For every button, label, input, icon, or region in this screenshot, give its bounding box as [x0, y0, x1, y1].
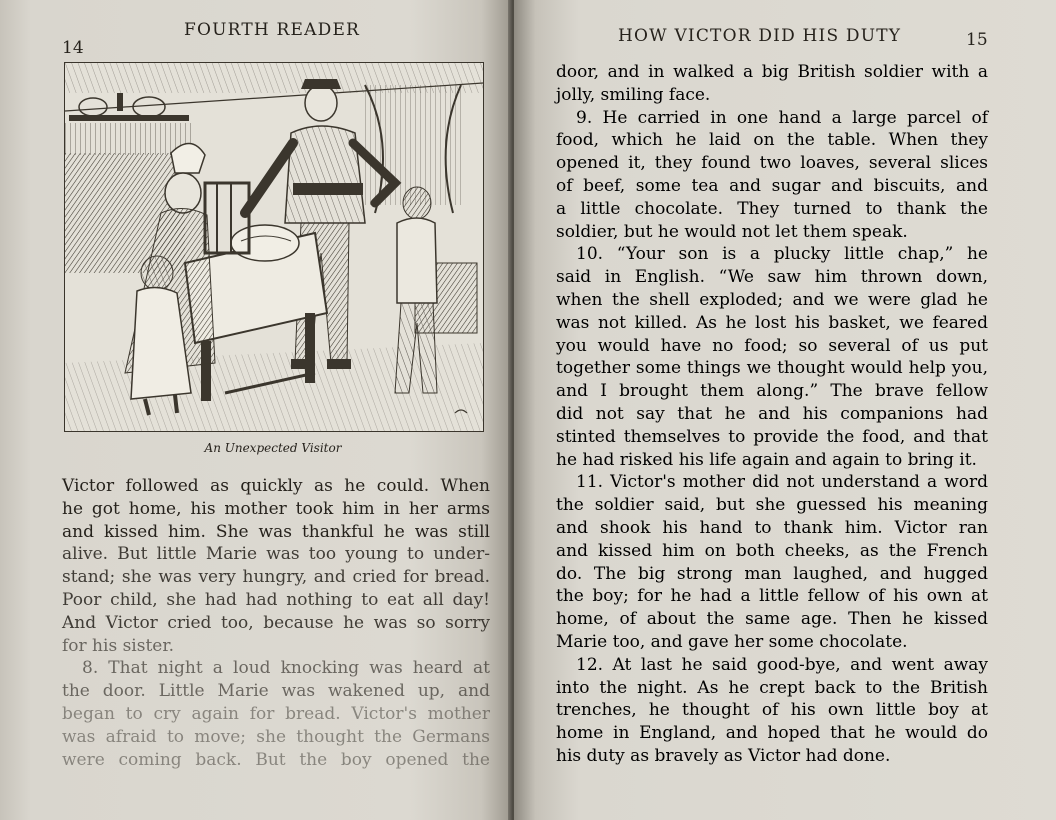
- body-line: 12. At last he said good-bye, and went away: [576, 654, 988, 675]
- body-line: and kissed him. She was thankful he was still: [62, 521, 490, 542]
- body-line: the soldier said, but she guessed his meaning: [556, 495, 988, 516]
- body-line: door, and in walked a big British soldier with a: [556, 62, 988, 82]
- body-line: a little chocolate. They turned to thank the: [556, 198, 988, 219]
- body-line: Victor followed as quickly as he could. When: [62, 476, 490, 496]
- body-line: and kissed him on both cheeks, as the French: [556, 540, 988, 561]
- body-line: Marie too, and gave her some chocolate.: [556, 631, 908, 652]
- body-line: opened it, they found two loaves, several slices: [556, 153, 988, 174]
- left-page: [0, 0, 512, 820]
- body-line: food, which he laid on the table. When they: [556, 130, 988, 151]
- body-line: into the night. As he crept back to the British: [556, 677, 988, 698]
- body-line: jolly, smiling face.: [556, 84, 711, 105]
- body-line: stinted themselves to provide the food, and that: [556, 426, 988, 447]
- body-line: the door. Little Marie was wakened up, and: [62, 681, 490, 702]
- body-line: and I brought them along.” The brave fellow: [556, 381, 988, 402]
- body-line: he got home, his mother took him in her arms: [62, 498, 490, 519]
- left-page-number: 14: [62, 38, 84, 58]
- body-line: trenches, he thought of his own little boy at: [556, 700, 988, 721]
- body-line: was not killed. As he lost his basket, we feared: [556, 312, 988, 333]
- body-line: soldier, but he would not let them speak.: [556, 221, 908, 242]
- body-line: do. The big strong man laughed, and hugged: [556, 563, 988, 584]
- body-line: said in English. “We saw him thrown down,: [556, 267, 988, 288]
- right-running-head: HOW VICTOR DID HIS DUTY: [618, 26, 902, 46]
- left-page-body: [62, 475, 490, 771]
- body-line: did not say that he and his companions had: [556, 403, 988, 424]
- left-running-head: FOURTH READER: [184, 20, 361, 40]
- illustration-unexpected-visitor: [64, 62, 484, 432]
- body-line: began to cry again for bread. Victor's mother: [62, 703, 490, 724]
- body-line: of beef, some tea and sugar and biscuits, and: [556, 175, 988, 196]
- right-page-body: [556, 61, 988, 768]
- body-line: you would have no food; so several of us put: [556, 335, 988, 356]
- body-line: 8. That night a loud knocking was heard at: [82, 658, 490, 679]
- body-line: And Victor cried too, because he was so sorry: [62, 612, 490, 633]
- body-line: was afraid to move; she thought the Germans: [62, 726, 490, 747]
- body-line: alive. But little Marie was too young to under-: [62, 544, 490, 565]
- engraving-illustration: [65, 63, 483, 431]
- body-line: Poor child, she had had nothing to eat all day!: [62, 589, 490, 610]
- body-line: were coming back. But the boy opened the: [62, 749, 490, 770]
- body-line: home, of about the same age. Then he kissed: [556, 609, 988, 630]
- body-line: when the shell exploded; and we were glad he: [556, 289, 988, 310]
- body-line: stand; she was very hungry, and cried for bread.: [62, 567, 490, 588]
- body-line: his duty as bravely as Victor had done.: [556, 745, 891, 766]
- body-line: 11. Victor's mother did not understand a word: [576, 472, 988, 493]
- body-line: 9. He carried in one hand a large parcel of: [576, 107, 988, 128]
- body-line: and shook his hand to thank him. Victor ran: [556, 517, 988, 538]
- body-line: 10. “Your son is a plucky little chap,” he: [576, 244, 988, 265]
- illustration-caption: An Unexpected Visitor: [204, 441, 342, 455]
- body-line: home in England, and hoped that he would do: [556, 723, 988, 744]
- body-line: for his sister.: [62, 635, 175, 656]
- body-line: the boy; for he had a little fellow of his own at: [556, 586, 988, 607]
- body-line: together some things we thought would help you,: [556, 358, 988, 379]
- right-page-number: 15: [966, 30, 988, 50]
- body-line: he had risked his life again and again to bring it.: [556, 449, 977, 470]
